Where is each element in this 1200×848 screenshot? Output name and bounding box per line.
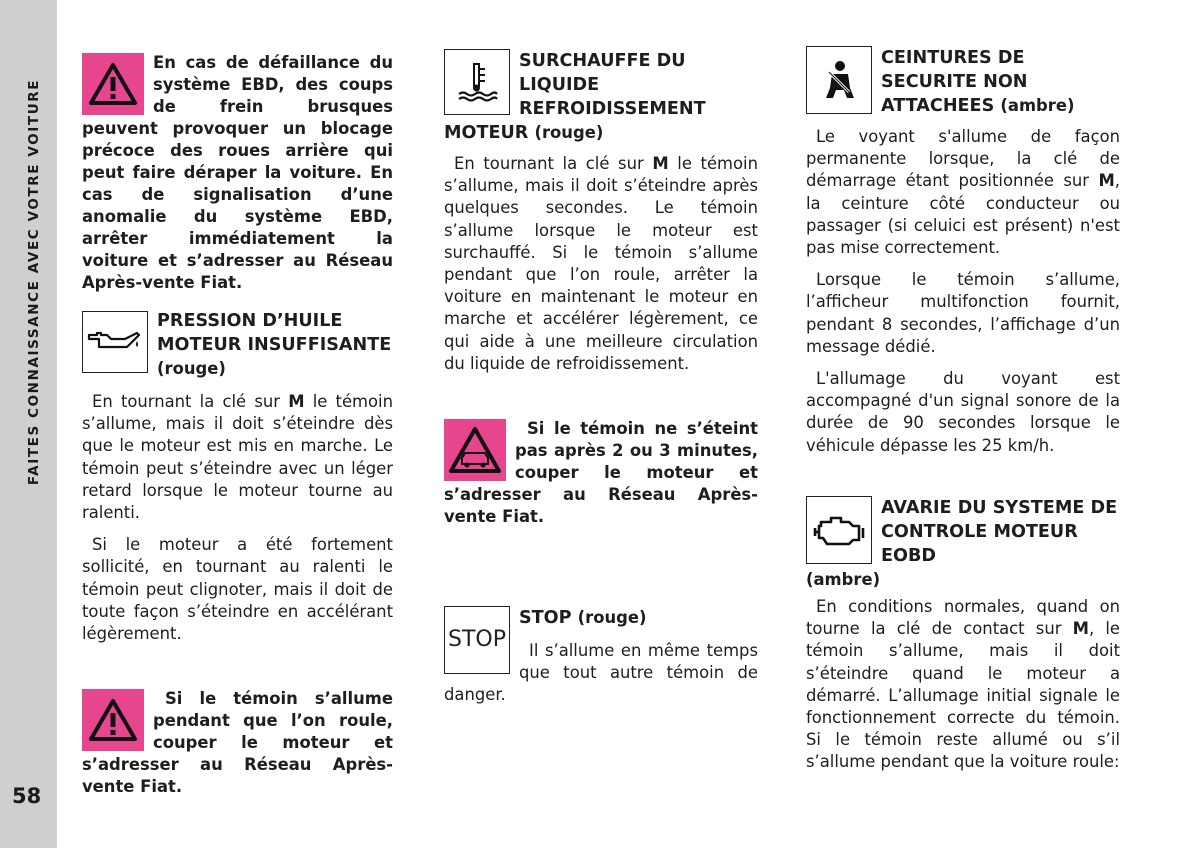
oil-title-text: PRESSION D’HUILE MOTEUR INSUFFISANTE xyxy=(157,311,392,355)
ebd-warning-text: En cas de défaillance du système EBD, des coups de frein brusques peuvent provoquer un blocage précoce des roues arrière qui peut faire déraper la voiture. En cas de signalisation d’une anomalie du système EBD, arrêter immédiatement la voiture et s’adresser au Réseau Après-vente Fiat. xyxy=(82,53,393,292)
coolant-p1-key: M xyxy=(652,154,669,173)
oil-paragraph-1 xyxy=(82,391,393,524)
belt-paragraph-2: Lorsque le témoin s’allume, l’afficheur multifonction fournit, pendant 8 secondes, l’affichage d’un message dédié. xyxy=(806,270,1120,356)
eobd-p1-key: M xyxy=(1072,619,1089,639)
eobd-paragraph-1 xyxy=(806,596,1120,774)
stop-title-color: (rouge) xyxy=(577,608,647,627)
drive-warning-block xyxy=(82,688,393,798)
chapter-title: FAITES CONNAISSANCE AVEC VOTRE VOITURE xyxy=(26,78,42,486)
belt-p1-b: , la ceinture côté conducteur ou passager (si celuici est présent) n'est pas mise correctement. xyxy=(806,171,1120,258)
stop-icon: STOP xyxy=(444,606,510,674)
coolant-title-color: (rouge) xyxy=(534,123,604,142)
belt-p1-key: M xyxy=(1098,171,1115,191)
stop-title-text: STOP xyxy=(519,608,572,628)
coolant-warning-text: Si le témoin ne s’éteint pas après 2 ou 3 minutes, couper le moteur et s’adresser au Réseau Après-vente Fiat. xyxy=(444,419,758,526)
belt-title-color: (ambre) xyxy=(1000,96,1075,115)
warning-car-icon xyxy=(444,419,506,481)
coolant-paragraph-1 xyxy=(444,153,758,375)
engine-check-icon xyxy=(806,496,872,564)
warning-triangle-icon xyxy=(82,53,144,115)
sidebar xyxy=(0,0,57,848)
eobd-p1-a: En conditions normales, quand on tourne la clé de contact sur xyxy=(806,597,1120,639)
oil-title-color: (rouge) xyxy=(157,359,226,378)
eobd-section xyxy=(806,496,1120,774)
oil-can-icon xyxy=(82,311,148,373)
coolant-section xyxy=(444,49,758,375)
eobd-title-text: AVARIE DU SYSTEME DE CONTROLE MOTEUR EOBD xyxy=(881,498,1118,566)
coolant-title-text: SURCHAUFFE DU LIQUIDE REFROIDISSEMENT MOTEUR xyxy=(444,51,706,143)
ebd-warning-block xyxy=(82,52,393,294)
stop-section xyxy=(444,606,758,707)
coolant-warning-block xyxy=(444,418,758,528)
belt-p1-a: Le voyant s'allume de façon permanente lorsque, la clé de démarrage étant positionnée sur xyxy=(806,127,1120,191)
oil-pressure-section xyxy=(82,309,393,645)
oil-p1-key: M xyxy=(288,392,305,411)
stop-paragraph-1: Il s’allume en même temps que tout autre témoin de danger. xyxy=(444,641,758,705)
coolant-temperature-icon xyxy=(444,49,510,115)
seatbelt-icon xyxy=(806,46,872,114)
coolant-p1-b: le témoin s’allume, mais il doit s’éteindre après quelques secondes. Le témoin s’allume lorsque le moteur est surchauffé. Si le témoin s’allume pendant que l’on roule, arrêter la voiture en maintenant le moteur en marche et accélérer légèrement, ce qui aide à une meilleure circulation du liquide de refroidissement. xyxy=(444,154,758,373)
belt-paragraph-3: L'allumage du voyant est accompagné d'un signal sonore de la durée de 90 secondes lorsque le véhicule dépasse les 25 km/h. xyxy=(806,369,1120,455)
warning-triangle-icon xyxy=(82,689,144,751)
oil-p1-a: En tournant la clé sur xyxy=(92,392,289,411)
coolant-p1-a: En tournant la clé sur xyxy=(454,154,653,173)
seatbelt-section xyxy=(806,46,1120,457)
oil-paragraph-2: Si le moteur a été fortement sollicité, en tournant au ralenti le témoin peut clignoter, mais il doit de toute façon s’éteindre en accélérant légèrement. xyxy=(82,535,393,644)
belt-paragraph-1 xyxy=(806,126,1120,259)
eobd-title-color: (ambre) xyxy=(806,570,881,589)
belt-title-text: CEINTURES DE SECURITE NON ATTACHEES xyxy=(881,48,1028,116)
page-number: 58 xyxy=(12,784,42,808)
eobd-p1-b: , le témoin s’allume, mais il doit s’éteindre quand le moteur a démarré. L’allumage initial signale le fonctionnement correcte du témoin. Si le témoin reste allumé ou s’il s’allume pendant que la voiture roule: xyxy=(806,619,1121,772)
oil-p1-b: le témoin s’allume, mais il doit s’éteindre dès que le moteur est mis en marche. Le témoin peut s’éteindre avec un léger retard lorsque le moteur tourne au ralenti. xyxy=(82,392,393,523)
drive-warning-text: Si le témoin s’allume pendant que l’on roule, couper le moteur et s’adresser au Réseau Après-vente Fiat. xyxy=(82,689,393,796)
